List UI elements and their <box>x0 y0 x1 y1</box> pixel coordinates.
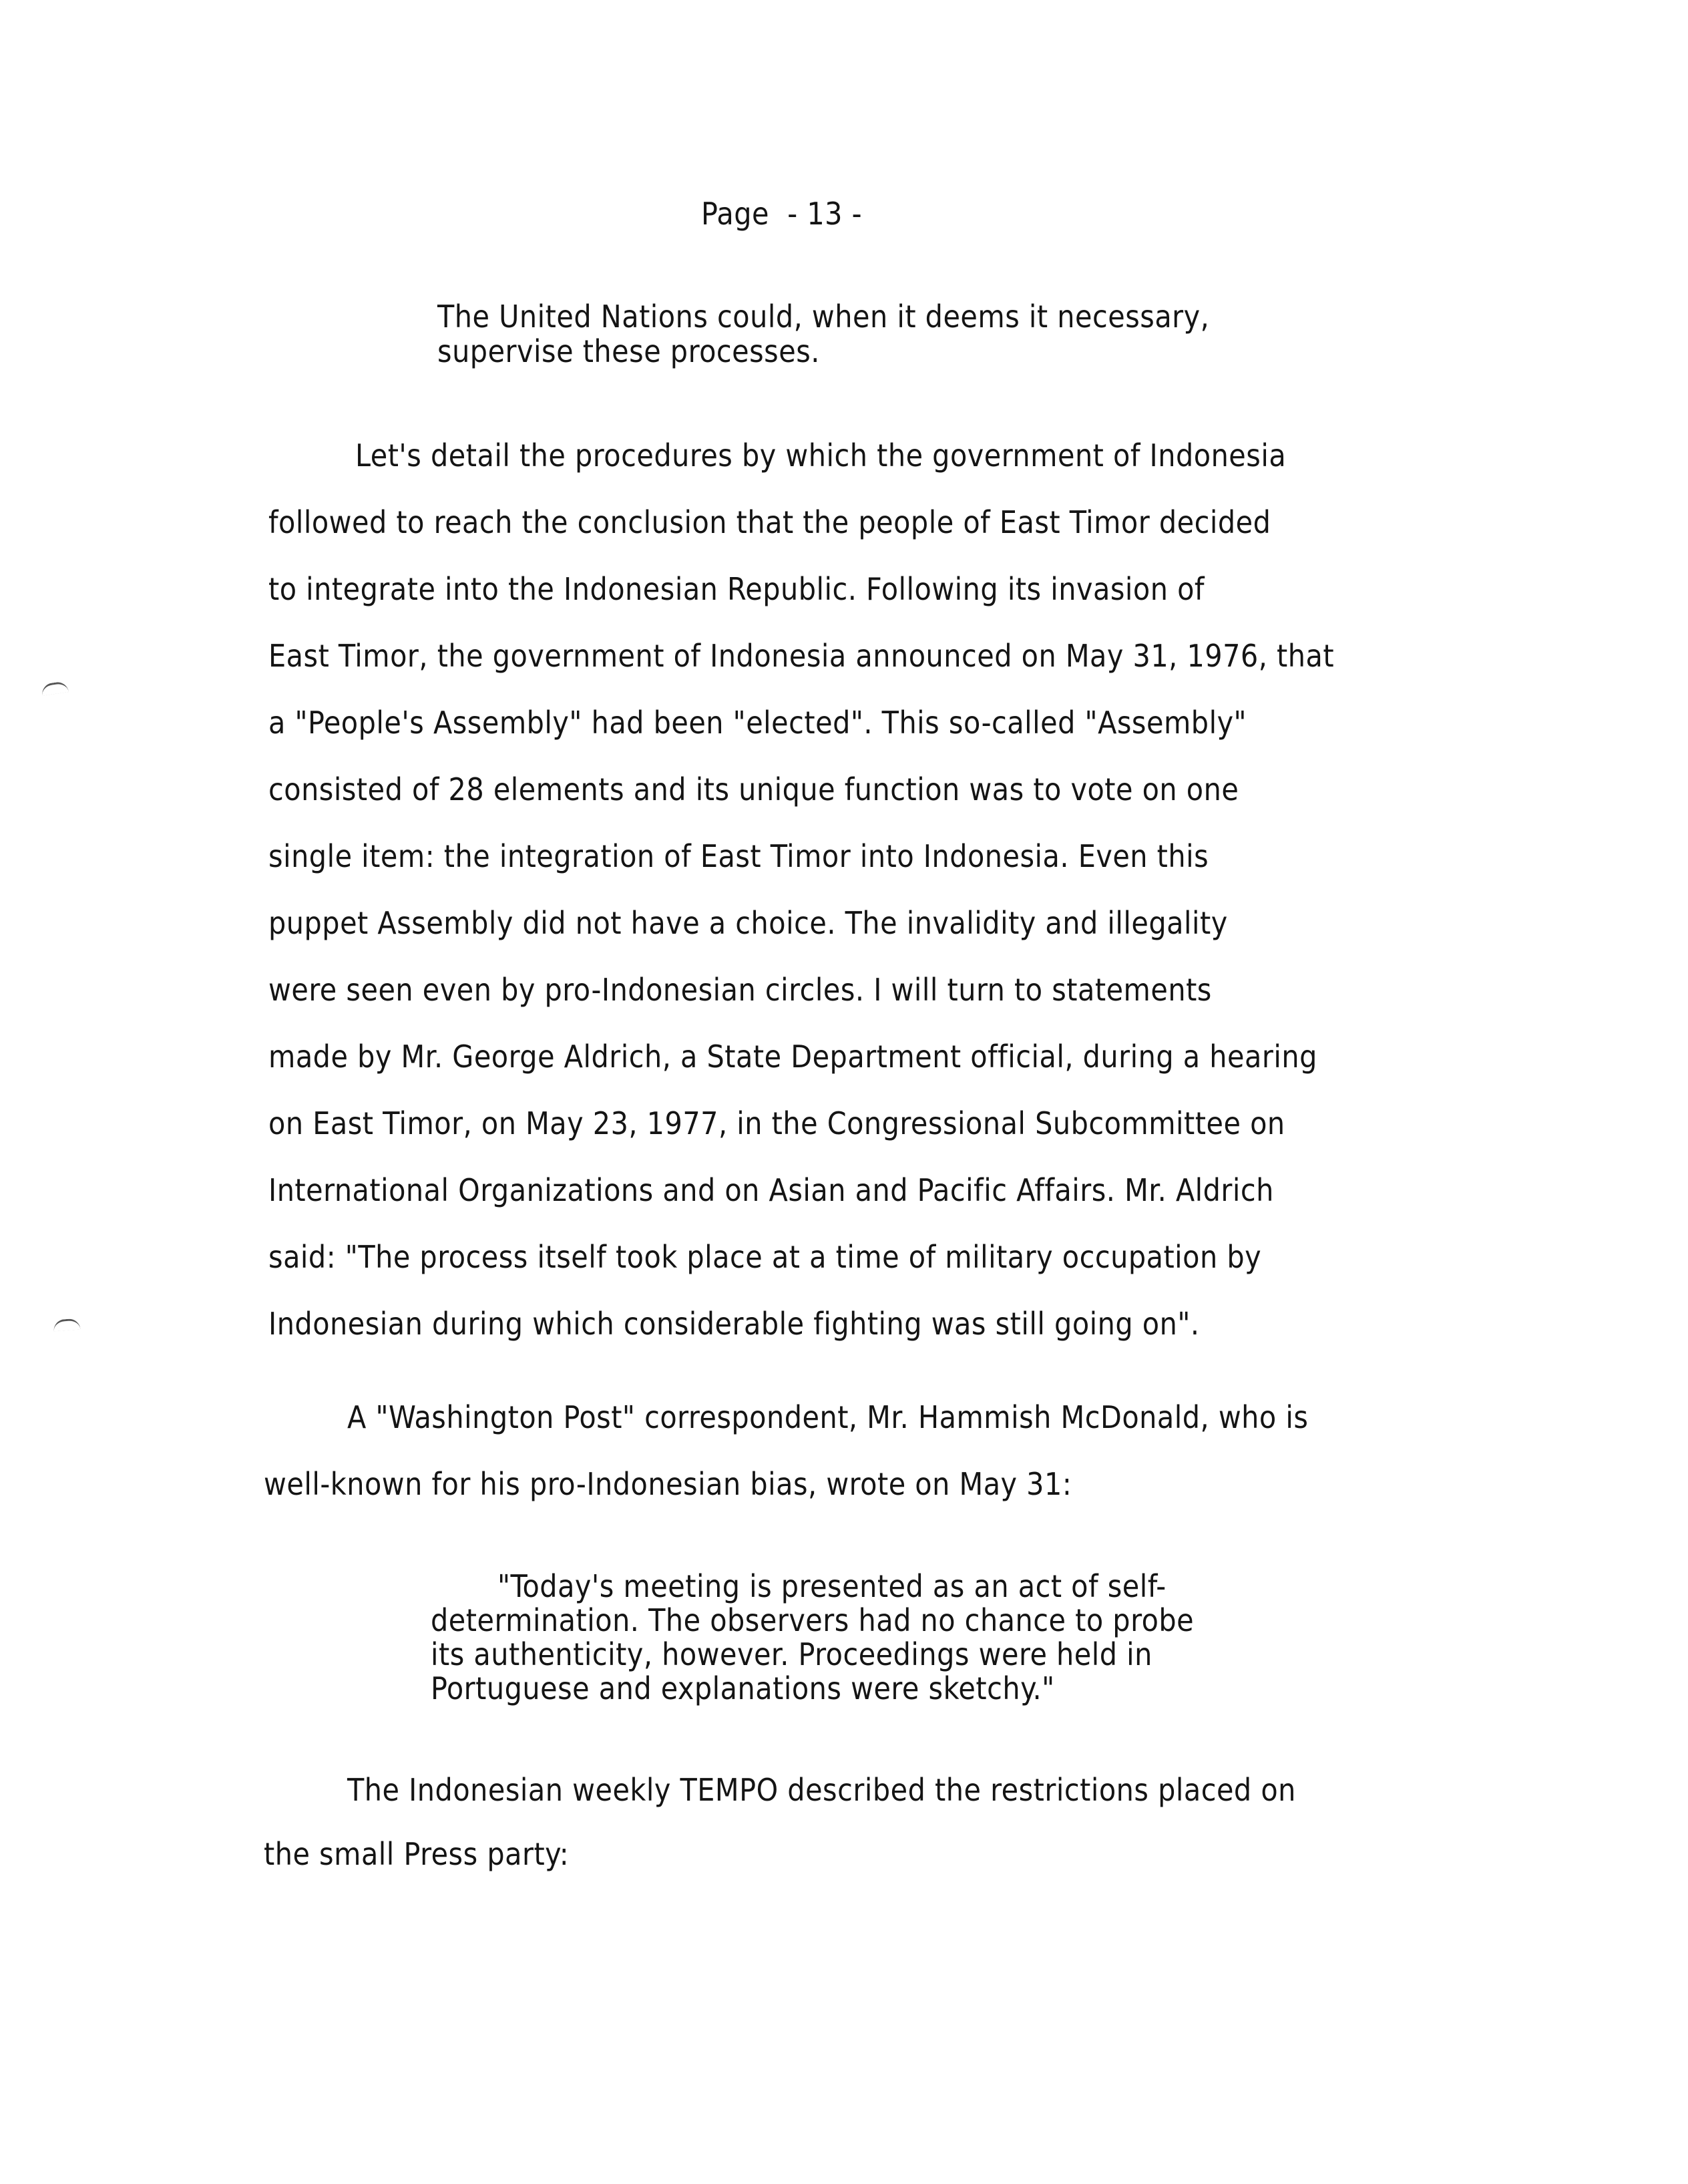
text-line: its authenticity, however. Proceedings were held in <box>431 1636 1152 1672</box>
page-number-header: Page - 13 - <box>701 196 863 232</box>
text-line: supervise these processes. <box>437 333 820 369</box>
text-line: Let's detail the procedures by which the government of Indonesia <box>355 437 1287 474</box>
opening-quote-fragment <box>437 299 1372 369</box>
text-line: puppet Assembly did not have a choice. The invalidity and illegality <box>268 905 1228 941</box>
text-line: said: "The process itself took place at a time of military occupation by <box>268 1239 1262 1275</box>
text-line: consisted of 28 elements and its unique function was to vote on one <box>268 771 1239 807</box>
text-line: Portuguese and explanations were sketchy." <box>431 1670 1055 1706</box>
text-line: "Today's meeting is presented as an act of self- <box>497 1568 1167 1604</box>
text-line: followed to reach the conclusion that the people of East Timor decided <box>268 504 1271 540</box>
paragraph-procedures <box>268 435 1537 1371</box>
paragraph-washington-post <box>264 1397 1532 1531</box>
text-line: A "Washington Post" correspondent, Mr. Hammish McDonald, who is <box>347 1399 1309 1435</box>
text-line: East Timor, the government of Indonesia announced on May 31, 1976, that <box>268 638 1335 674</box>
text-line: The Indonesian weekly TEMPO described the restrictions placed on <box>347 1772 1296 1808</box>
text-line: were seen even by pro-Indonesian circles. I will turn to statements <box>268 972 1212 1008</box>
text-line: on East Timor, on May 23, 1977, in the Congressional Subcommittee on <box>268 1105 1285 1141</box>
text-line: made by Mr. George Aldrich, a State Department official, during a hearing <box>268 1039 1317 1075</box>
text-line: The United Nations could, when it deems it necessary, <box>437 299 1210 335</box>
block-quote <box>431 1570 1365 1706</box>
text-line: the small Press party: <box>264 1836 570 1872</box>
text-line: International Organizations and on Asian and Pacific Affairs. Mr. Aldrich <box>268 1172 1274 1208</box>
text-line: Indonesian during which considerable fighting was still going on". <box>268 1306 1200 1342</box>
paragraph-tempo <box>264 1770 1532 1898</box>
text-line: determination. The observers had no chance to probe <box>431 1602 1195 1638</box>
text-line: well-known for his pro-Indonesian bias, wrote on May 31: <box>264 1466 1072 1502</box>
text-line: to integrate into the Indonesian Republic. Following its invasion of <box>268 571 1205 607</box>
text-line: a "People's Assembly" had been "elected". This so-called "Assembly" <box>268 705 1247 741</box>
margin-scan-mark <box>53 1318 80 1332</box>
text-line: single item: the integration of East Timor into Indonesia. Even this <box>268 838 1209 874</box>
margin-scan-mark <box>41 681 69 695</box>
